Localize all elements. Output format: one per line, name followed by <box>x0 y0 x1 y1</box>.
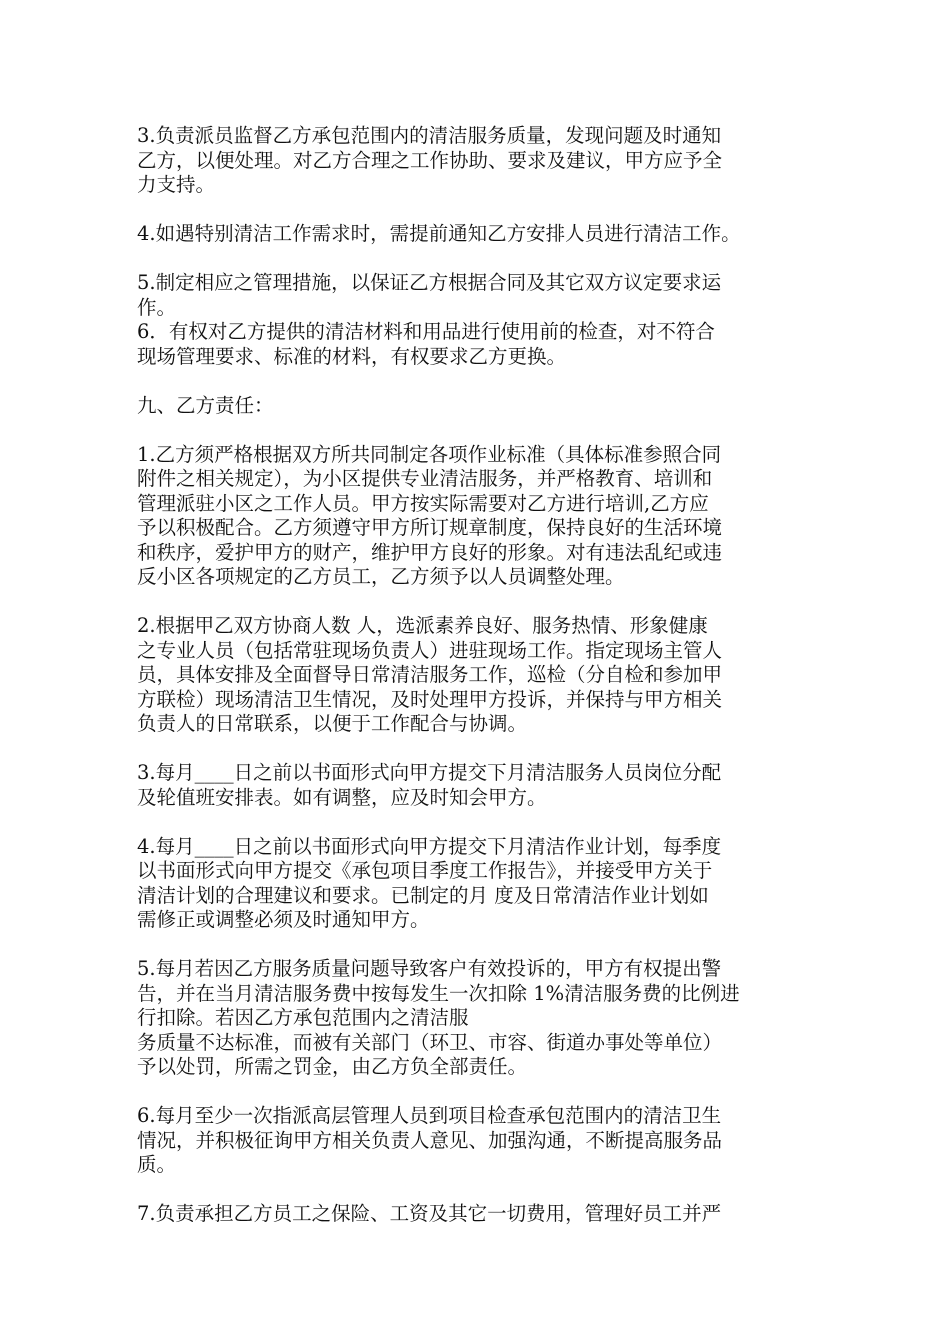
duty-4-work-plan <box>137 835 817 933</box>
text-line: 3.每月____日之前以书面形式向甲方提交下月清洁服务人员岗位分配 <box>137 761 722 784</box>
text-line: 以书面形式向甲方提交《承包项目季度工作报告》，并接受甲方关于 <box>137 859 713 882</box>
clause-6-material-inspection <box>137 320 817 369</box>
clause-3-supervision <box>137 124 817 198</box>
text-line: 员，具体安排及全面督导日常清洁服务工作，巡检（分自检和参加甲 <box>137 663 723 686</box>
text-line: 告，并在当月清洁服务费中按每发生一次扣除 1%清洁服务费的比例进 <box>137 981 740 1005</box>
paragraph-spacer <box>137 590 817 615</box>
paragraph-spacer <box>137 933 817 958</box>
clause-5-management-measures <box>137 271 817 320</box>
text-line: 予以处罚，所需之罚金，由乙方负全部责任。 <box>137 1055 528 1078</box>
duty-6-inspection <box>137 1104 817 1178</box>
text-line: 方联检）现场清洁卫生情况，及时处理甲方投诉，并保持与甲方相关 <box>137 687 723 711</box>
duty-1-standards <box>137 443 817 590</box>
text-line: 需修正或调整必须及时通知甲方。 <box>137 908 430 931</box>
text-line: 之专业人员（包括常驻现场负责人）进驻现场工作。指定现场主管人 <box>137 638 723 662</box>
paragraph-spacer <box>137 1178 817 1203</box>
text-line: 2.根据甲乙双方协商人数 人，选派素养良好、服务热情、形象健康 <box>137 614 708 637</box>
text-line: 6.每月至少一次指派高层管理人员到项目检查承包范围内的清洁卫生 <box>137 1104 722 1127</box>
text-line: 5.每月若因乙方服务质量问题导致客户有效投诉的，甲方有权提出警 <box>137 957 722 980</box>
text-line: 和秩序，爱护甲方的财产，维护甲方良好的形象。对有违法乱纪或违 <box>137 540 723 564</box>
duty-7-employee-costs <box>137 1202 817 1227</box>
text-line: 予以积极配合。乙方须遵守甲方所订规章制度，保持良好的生活环境 <box>137 516 723 539</box>
text-line: 清洁计划的合理建议和要求。已制定的月 度及日常清洁作业计划如 <box>137 883 709 907</box>
text-line: 质。 <box>137 1153 177 1176</box>
text-line: 7.负责承担乙方员工之保险、工资及其它一切费用，管理好员工并严 <box>137 1202 722 1225</box>
text-line: 力支持。 <box>137 173 216 196</box>
section-heading: 九、乙方责任： <box>137 393 274 417</box>
text-line: 作。 <box>137 295 177 319</box>
text-line: 负责人的日常联系，以便于工作配合与协调。 <box>137 712 528 735</box>
text-line: 3.负责派员监督乙方承包范围内的清洁服务质量，发现问题及时通知 <box>137 124 722 147</box>
text-line: 乙方，以便处理。对乙方合理之工作协助、要求及建议，甲方应予全 <box>137 148 723 172</box>
text-line: 情况，并积极征询甲方相关负责人意见、加强沟通，不断提高服务品 <box>137 1128 723 1152</box>
text-line: 5.制定相应之管理措施，以保证乙方根据合同及其它双方议定要求运 <box>137 271 722 294</box>
paragraph-spacer <box>137 418 817 443</box>
text-line: 4.每月____日之前以书面形式向甲方提交下月清洁作业计划，每季度 <box>137 834 722 858</box>
section-heading-party-b-responsibilities <box>137 394 817 419</box>
text-line: 附件之相关规定），为小区提供专业清洁服务，并严格教育、培训和 <box>137 467 713 490</box>
paragraph-spacer <box>137 1080 817 1105</box>
text-line: 4.如遇特别清洁工作需求时，需提前通知乙方安排人员进行清洁工作。 <box>137 222 741 245</box>
text-line: 及轮值班安排表。如有调整，应及时知会甲方。 <box>137 785 547 809</box>
paragraph-spacer <box>137 737 817 762</box>
clause-4-special-cleaning <box>137 222 817 247</box>
text-line: 行扣除。若因乙方承包范围内之清洁服 <box>137 1006 469 1029</box>
paragraph-spacer <box>137 810 817 835</box>
text-line: 管理派驻小区之工作人员。甲方按实际需要对乙方进行培训,乙方应 <box>137 491 709 515</box>
text-line: 6．有权对乙方提供的清洁材料和用品进行使用前的检查，对不符合 <box>137 320 715 343</box>
text-line: 反小区各项规定的乙方员工，乙方须予以人员调整处理。 <box>137 565 625 588</box>
text-line: 现场管理要求、标准的材料，有权要求乙方更换。 <box>137 344 567 368</box>
text-line: 务质量不达标准，而被有关部门（环卫、市容、街道办事处等单位） <box>137 1030 723 1054</box>
document-page <box>137 124 817 1227</box>
duty-3-shift-schedule <box>137 761 817 810</box>
duty-2-staffing <box>137 614 817 737</box>
text-line: 1.乙方须严格根据双方所共同制定各项作业标准（具体标准参照合同 <box>137 442 722 466</box>
paragraph-spacer <box>137 369 817 394</box>
paragraph-spacer <box>137 247 817 272</box>
paragraph-spacer <box>137 198 817 223</box>
duty-5-complaints-penalty <box>137 957 817 1080</box>
